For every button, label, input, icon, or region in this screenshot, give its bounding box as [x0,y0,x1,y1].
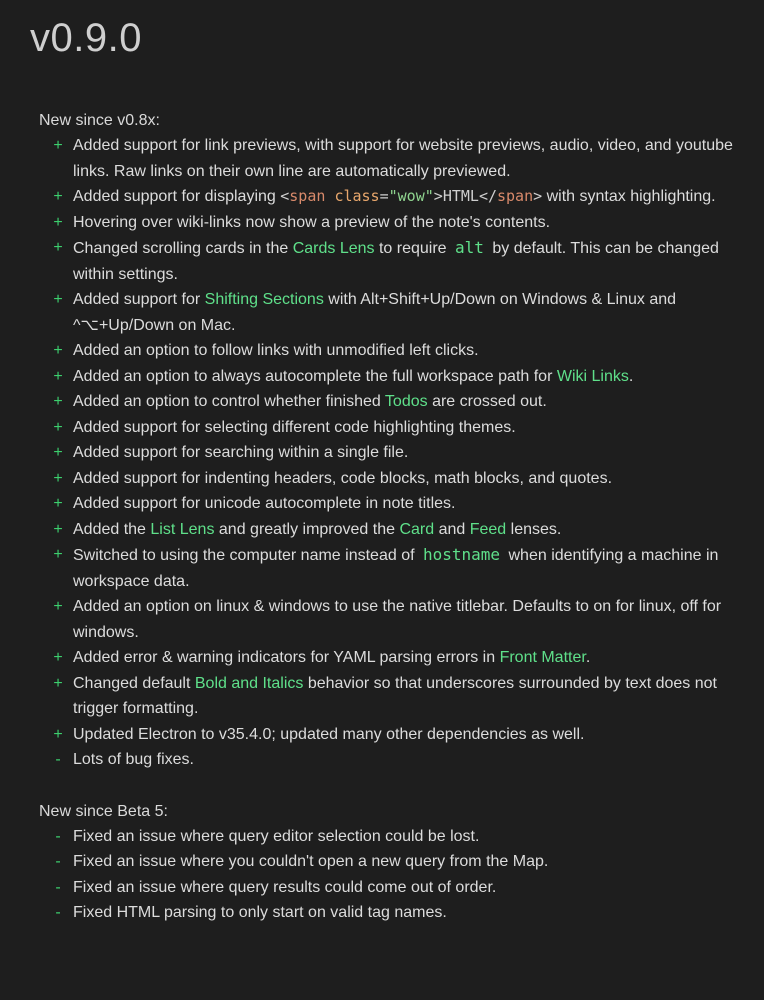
added-marker: + [53,598,63,615]
wiki-link[interactable]: Card [399,520,435,538]
list-item: + Added an option to control whether finished Todos are crossed out. [30,389,734,415]
inline-code: alt [455,238,484,257]
list-item: + Updated Electron to v35.4.0; updated many other dependencies as well. [30,722,734,748]
list-item: + Hovering over wiki-links now show a preview of the note's contents. [30,210,734,236]
wiki-link[interactable]: Front Matter [499,649,586,666]
code-token: span [497,187,534,205]
added-marker: + [53,213,63,231]
code-token: = [379,187,389,205]
added-marker: + [53,546,63,563]
list-item: + Added support for selecting different code highlighting themes. [30,415,734,441]
list-item: - Fixed HTML parsing to only start on valid tag names. [30,900,734,926]
list-item: + Added an option on linux & windows to use the native titlebar. Defaults to on for linux, off for windows. [30,594,734,645]
wiki-link[interactable]: Feed [469,520,507,538]
list-item: + Added support for Shifting Sections with Alt+Shift+Up/Down on Windows & Linux and ^⌥+Up/Down on Mac. [30,287,734,338]
code-token: class [334,187,380,205]
list-item: + Added support for searching within a single file. [30,440,734,466]
added-marker: + [53,674,63,692]
code-token: > [533,187,543,205]
list-item: + Switched to using the computer name instead of hostname when identifying a machine in workspace data. [30,542,734,594]
list-item: + Changed default Bold and Italics behavior so that underscores surrounded by text does not trigger formatting. [30,671,734,722]
wiki-link[interactable]: Wiki Links [556,367,629,385]
list-item: - Lots of bug fixes. [30,747,734,773]
code-token: > [433,187,443,205]
added-marker: + [53,495,63,512]
added-marker: + [53,367,63,385]
fixed-marker: - [55,751,61,768]
added-marker: + [53,725,63,743]
list-item: + Added error & warning indicators for YAML parsing errors in Front Matter. [30,645,734,671]
code-token: "wow" [388,187,434,205]
added-marker: + [53,520,63,538]
fixed-marker: - [55,904,61,921]
list-item: + Changed scrolling cards in the Cards Lens to require alt by default. This can be changed within settings. [30,235,734,287]
code-token: HTML [442,187,479,205]
section-title: New since v0.8x: [39,112,160,129]
inline-code-html [280,187,542,205]
list-item: - Fixed an issue where you couldn't open a new query from the Map. [30,849,734,875]
added-marker: + [53,291,63,308]
list-item: + Added an option to follow links with unmodified left clicks. [30,338,734,364]
list-item: - Fixed an issue where query editor selection could be lost. [30,824,734,850]
change-list [30,824,734,926]
list-item: + Added support for indenting headers, code blocks, math blocks, and quotes. [30,466,734,492]
code-token: </ [478,187,497,205]
added-marker: + [53,342,63,359]
sections-container [30,108,734,926]
added-marker: + [53,469,63,487]
list-item: + Added the List Lens and greatly improved the Card and Feed lenses. [30,517,734,543]
added-marker: + [53,239,63,256]
added-marker: + [53,418,63,436]
wiki-link[interactable]: Shifting Sections [204,291,324,308]
inline-code: hostname [422,545,501,564]
added-marker: + [53,393,63,410]
list-item: + Added support for displaying <span class="wow">HTML</span> with syntax highlighting. [30,184,734,210]
fixed-marker: - [55,878,61,896]
list-item: - Fixed an issue where query results could come out of order. [30,875,734,901]
wiki-link[interactable]: Todos [384,393,428,410]
change-list [30,133,734,773]
added-marker: + [53,649,63,666]
wiki-link[interactable]: List Lens [150,520,215,538]
added-marker: + [53,137,63,154]
version-title: v0.9.0 [30,16,142,60]
list-item: + Added an option to always autocomplete the full workspace path for Wiki Links. [30,364,734,390]
wiki-link[interactable]: Bold and Italics [194,674,304,692]
added-marker: + [53,188,63,205]
section-title: New since Beta 5: [39,802,168,820]
list-item: + Added support for unicode autocomplete in note titles. [30,491,734,517]
list-item: + Added support for link previews, with support for website previews, audio, video, and youtube links. Raw links on their own line are automatically previewed. [30,133,734,184]
wiki-link[interactable]: Cards Lens [292,240,375,257]
fixed-marker: - [55,853,61,870]
fixed-marker: - [55,827,61,845]
added-marker: + [53,444,63,461]
code-token: < [280,187,290,205]
section-gap [30,773,734,799]
code-token: span [289,187,326,205]
